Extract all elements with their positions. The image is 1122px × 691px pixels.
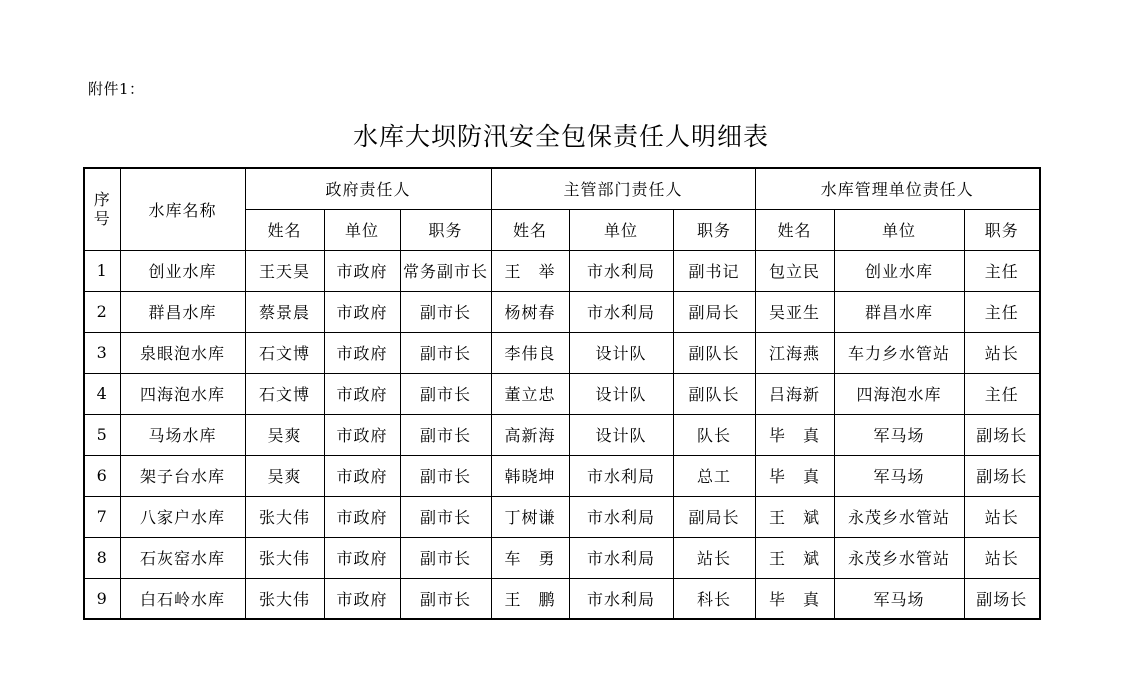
mgmt-name-cell: 包立民 — [755, 250, 834, 291]
dept-unit-cell: 市水利局 — [569, 250, 673, 291]
table-row — [84, 578, 1040, 619]
mgmt-title-cell: 主任 — [964, 291, 1040, 332]
document-title: 水库大坝防汛安全包保责任人明细表 — [352, 122, 769, 151]
seq-cell: 7 — [84, 496, 120, 537]
dept-title-cell: 副队长 — [673, 332, 755, 373]
gov-name-cell: 王天昊 — [245, 250, 324, 291]
table-row — [84, 250, 1040, 291]
gov-title-cell: 副市长 — [400, 373, 491, 414]
dept-unit-cell: 设计队 — [569, 332, 673, 373]
gov-unit-cell: 市政府 — [324, 373, 400, 414]
mgmt-name-cell: 吴亚生 — [755, 291, 834, 332]
group-header-management: 水库管理单位责任人 — [755, 168, 1040, 209]
seq-cell: 1 — [84, 250, 120, 291]
mgmt-unit-cell: 创业水库 — [834, 250, 964, 291]
gov-unit-cell: 市政府 — [324, 332, 400, 373]
gov-title-cell: 副市长 — [400, 332, 491, 373]
table-row — [84, 496, 1040, 537]
gov-title-cell: 常务副市长 — [400, 250, 491, 291]
dept-title-cell: 副队长 — [673, 373, 755, 414]
sub-header: 职务 — [400, 209, 491, 250]
dept-name-cell: 王 鹏 — [491, 578, 569, 619]
table-row — [84, 455, 1040, 496]
mgmt-title-cell: 副场长 — [964, 578, 1040, 619]
gov-unit-cell: 市政府 — [324, 496, 400, 537]
reservoir-name-cell: 架子台水库 — [120, 455, 245, 496]
group-header-department: 主管部门责任人 — [491, 168, 755, 209]
header-row-groups — [84, 168, 1040, 209]
gov-name-cell: 石文博 — [245, 332, 324, 373]
mgmt-name-cell: 毕 真 — [755, 414, 834, 455]
gov-title-cell: 副市长 — [400, 537, 491, 578]
mgmt-name-cell: 江海燕 — [755, 332, 834, 373]
mgmt-name-cell: 毕 真 — [755, 455, 834, 496]
dept-unit-cell: 市水利局 — [569, 496, 673, 537]
mgmt-name-cell: 毕 真 — [755, 578, 834, 619]
seq-cell: 6 — [84, 455, 120, 496]
dept-title-cell: 站长 — [673, 537, 755, 578]
dept-unit-cell: 设计队 — [569, 414, 673, 455]
sub-header: 姓名 — [245, 209, 324, 250]
dept-title-cell: 副书记 — [673, 250, 755, 291]
dept-title-cell: 副局长 — [673, 496, 755, 537]
dept-title-cell: 副局长 — [673, 291, 755, 332]
dept-name-cell: 丁树谦 — [491, 496, 569, 537]
mgmt-title-cell: 站长 — [964, 537, 1040, 578]
mgmt-title-cell: 主任 — [964, 373, 1040, 414]
sub-header: 单位 — [324, 209, 400, 250]
reservoir-name-header: 水库名称 — [120, 168, 245, 250]
dept-unit-cell: 市水利局 — [569, 537, 673, 578]
table-row — [84, 332, 1040, 373]
sub-header: 职务 — [964, 209, 1040, 250]
reservoir-name-cell: 石灰窑水库 — [120, 537, 245, 578]
dept-unit-cell: 市水利局 — [569, 455, 673, 496]
gov-unit-cell: 市政府 — [324, 455, 400, 496]
mgmt-name-cell: 王 斌 — [755, 537, 834, 578]
reservoir-name-cell: 八家户水库 — [120, 496, 245, 537]
mgmt-title-cell: 站长 — [964, 496, 1040, 537]
group-header-government: 政府责任人 — [245, 168, 491, 209]
gov-name-cell: 吴爽 — [245, 414, 324, 455]
dept-title-cell: 科长 — [673, 578, 755, 619]
reservoir-name-cell: 创业水库 — [120, 250, 245, 291]
reservoir-name-cell: 马场水库 — [120, 414, 245, 455]
mgmt-unit-cell: 四海泡水库 — [834, 373, 964, 414]
dept-name-cell: 李伟良 — [491, 332, 569, 373]
sub-header: 姓名 — [491, 209, 569, 250]
reservoir-name-cell: 泉眼泡水库 — [120, 332, 245, 373]
gov-title-cell: 副市长 — [400, 496, 491, 537]
dept-name-cell: 车 勇 — [491, 537, 569, 578]
sub-header: 职务 — [673, 209, 755, 250]
gov-unit-cell: 市政府 — [324, 537, 400, 578]
gov-title-cell: 副市长 — [400, 578, 491, 619]
gov-name-cell: 蔡景晨 — [245, 291, 324, 332]
dept-name-cell: 高新海 — [491, 414, 569, 455]
mgmt-title-cell: 主任 — [964, 250, 1040, 291]
mgmt-unit-cell: 群昌水库 — [834, 291, 964, 332]
responsibility-table — [83, 167, 1041, 620]
dept-title-cell: 总工 — [673, 455, 755, 496]
sub-header: 单位 — [569, 209, 673, 250]
gov-unit-cell: 市政府 — [324, 414, 400, 455]
dept-name-cell: 韩晓坤 — [491, 455, 569, 496]
seq-cell: 8 — [84, 537, 120, 578]
mgmt-unit-cell: 军马场 — [834, 414, 964, 455]
gov-title-cell: 副市长 — [400, 414, 491, 455]
gov-title-cell: 副市长 — [400, 455, 491, 496]
mgmt-unit-cell: 车力乡水管站 — [834, 332, 964, 373]
table-row — [84, 373, 1040, 414]
seq-cell: 3 — [84, 332, 120, 373]
gov-unit-cell: 市政府 — [324, 578, 400, 619]
dept-name-cell: 王 举 — [491, 250, 569, 291]
seq-header: 序 号 — [84, 168, 120, 250]
gov-name-cell: 石文博 — [245, 373, 324, 414]
seq-cell: 4 — [84, 373, 120, 414]
mgmt-unit-cell: 军马场 — [834, 455, 964, 496]
mgmt-unit-cell: 永茂乡水管站 — [834, 537, 964, 578]
mgmt-title-cell: 副场长 — [964, 414, 1040, 455]
mgmt-unit-cell: 永茂乡水管站 — [834, 496, 964, 537]
mgmt-title-cell: 站长 — [964, 332, 1040, 373]
mgmt-name-cell: 吕海新 — [755, 373, 834, 414]
gov-unit-cell: 市政府 — [324, 250, 400, 291]
attachment-label: 附件1： — [88, 80, 145, 98]
seq-cell: 2 — [84, 291, 120, 332]
dept-unit-cell: 设计队 — [569, 373, 673, 414]
gov-title-cell: 副市长 — [400, 291, 491, 332]
dept-unit-cell: 市水利局 — [569, 578, 673, 619]
mgmt-unit-cell: 军马场 — [834, 578, 964, 619]
gov-name-cell: 张大伟 — [245, 537, 324, 578]
dept-unit-cell: 市水利局 — [569, 291, 673, 332]
sub-header: 单位 — [834, 209, 964, 250]
reservoir-name-cell: 四海泡水库 — [120, 373, 245, 414]
mgmt-title-cell: 副场长 — [964, 455, 1040, 496]
dept-title-cell: 队长 — [673, 414, 755, 455]
reservoir-name-cell: 群昌水库 — [120, 291, 245, 332]
gov-name-cell: 张大伟 — [245, 578, 324, 619]
dept-name-cell: 董立忠 — [491, 373, 569, 414]
dept-name-cell: 杨树春 — [491, 291, 569, 332]
gov-name-cell: 吴爽 — [245, 455, 324, 496]
seq-cell: 9 — [84, 578, 120, 619]
seq-cell: 5 — [84, 414, 120, 455]
reservoir-name-cell: 白石岭水库 — [120, 578, 245, 619]
mgmt-name-cell: 王 斌 — [755, 496, 834, 537]
gov-name-cell: 张大伟 — [245, 496, 324, 537]
sub-header: 姓名 — [755, 209, 834, 250]
table-row — [84, 414, 1040, 455]
table-row — [84, 291, 1040, 332]
table-row — [84, 537, 1040, 578]
gov-unit-cell: 市政府 — [324, 291, 400, 332]
